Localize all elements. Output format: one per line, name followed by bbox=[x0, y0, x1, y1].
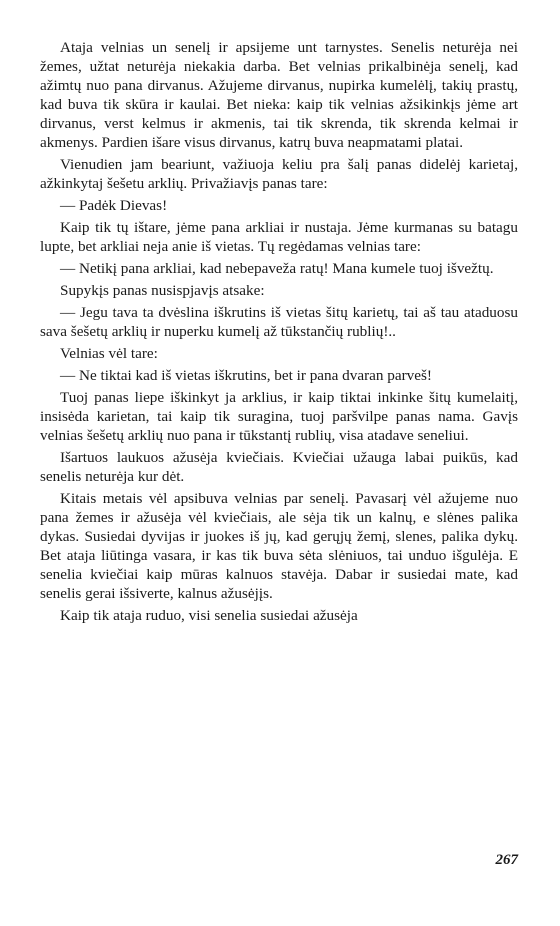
dialogue-line-2: — Netikį pana arkliai, kad nebepaveža ratų! Mana kumele tuoj išvežtų. bbox=[60, 260, 494, 277]
paragraph-1: Ataja velnias un senelį ir apsijeme unt tarnystes. Senelis neturėja nei žemes, užtat neturėja niekakia darba. Bet velnias prikalbinėja senelį, kad ažimtų nuo pana dirvanus. Ažujeme dirvanus, nupirka kumelėlį, takių prastų, kad buva tik skūra ir kaulai. Bet nieka: kaip tik velnias ažsikinkįs jėme art dirvanus, verst kelmus ir akmenis, tai tik skrenda, tik skrenda kelmai ir akmenys. Pardien išare visus dirvanus, katrų buva neapmatami platai. bbox=[40, 39, 518, 151]
paragraph-6: Tuoj panas liepe iškinkyt ja arklius, ir kaip tiktai inkinke šitų kumelaitį, insisėda karietan, tai kaip tik suragina, tuoj paršvilpe panas nama. Gavįs velnias šešetų arklių nuo pana ir tūkstantį rublių, visa atadave seneliui. bbox=[40, 389, 518, 444]
page-number: 267 bbox=[495, 852, 518, 868]
paragraph-8: Kitais metais vėl apsibuva velnias par senelį. Pavasarį vėl ažujeme nuo pana žemes ir ažusėja vėl kviečiais, ale sėja tik un kalnų, e slėnes palika dykas. Susiedai dyvijas ir juokes iš jų, kad gerųjų žemį, slenes, palika dykų. Bet ataja liūtinga vasara, ir kas tik buva sėta slėniuos, tai unduo išgulėja. E senelia kviečiai kaip mūras kalnuos stavėja. Dabar ir susiedai mate, kad senelis gerai išsiverte, kalnus ažusėjįs. bbox=[40, 490, 518, 602]
dialogue-line-4: — Ne tiktai kad iš vietas iškrutins, bet ir pana dvaran parveš! bbox=[60, 367, 432, 384]
dialogue-line-3: — Jegu tava ta dvėslina iškrutins iš vietas šitų karietų, tai aš tau ataduosu sava šešetų arklių ir nuperku kumelį až tūkstančių rublių!.. bbox=[40, 304, 518, 340]
paragraph-4: Supykįs panas nusispjavįs atsake: bbox=[60, 282, 265, 299]
paragraph-3: Kaip tik tų ištare, jėme pana arkliai ir nustaja. Jėme kurmanas su batagu lupte, bet arkliai neja anie iš vietas. Tų regėdamas velnias tare: bbox=[40, 219, 518, 255]
paragraph-9: Kaip tik ataja ruduo, visi senelia susiedai ažusėja bbox=[60, 607, 358, 624]
paragraph-5: Velnias vėl tare: bbox=[60, 345, 158, 362]
paragraph-2: Vienudien jam beariunt, važiuoja keliu pra šalį panas didelėj karietaj, ažkinkytaj šešetu arklių. Privažiavįs panas tare: bbox=[40, 156, 518, 192]
page-body bbox=[40, 38, 518, 628]
dialogue-line-1: — Padėk Dievas! bbox=[60, 197, 168, 214]
paragraph-7: Išartuos laukuos ažusėja kviečiais. Kviečiai užauga labai puikūs, kad senelis neturėja kur dėt. bbox=[40, 449, 518, 485]
